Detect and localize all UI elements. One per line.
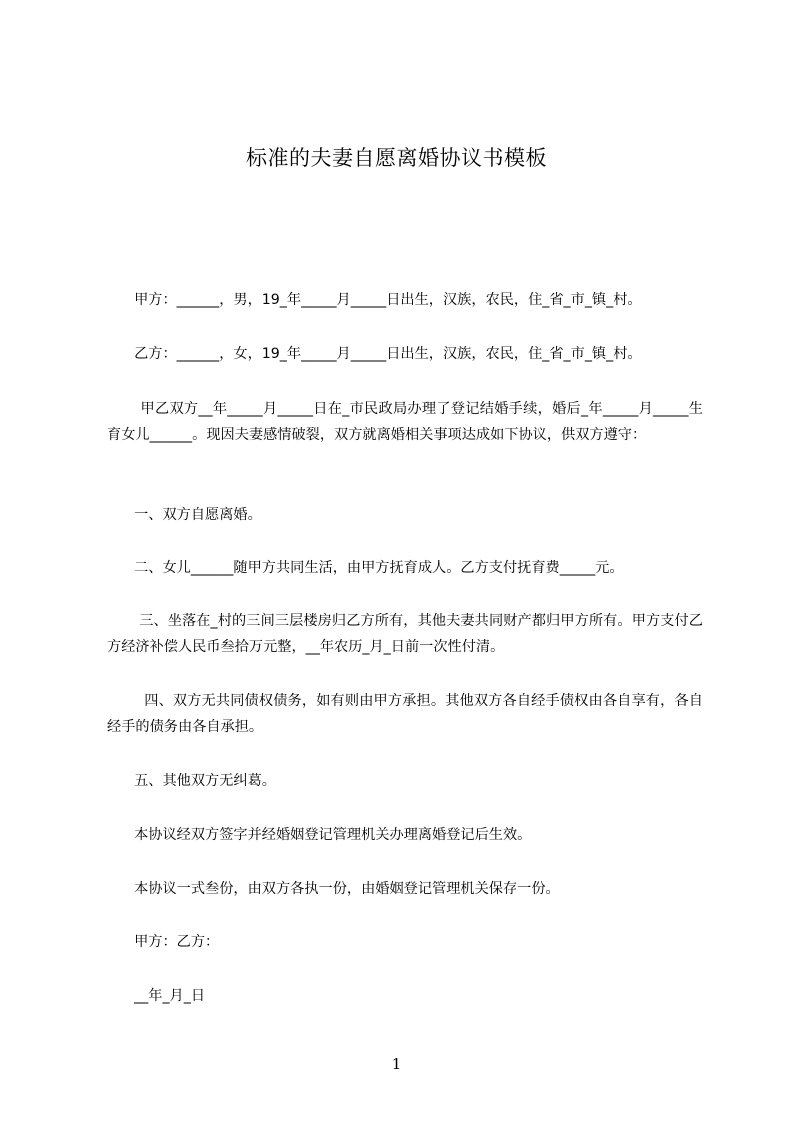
copies-clause: 本协议一式叁份，由双方各执一份，由婚姻登记管理机关保存一份。 — [107, 881, 560, 897]
clause-2: 二、女儿______随甲方共同生活，由甲方抚育成人。乙方支付抚育费_____元。 — [107, 560, 624, 576]
clause-5: 五、其他双方无纠葛。 — [107, 773, 276, 789]
clause-1: 一、双方自愿离婚。 — [107, 507, 262, 523]
date-line: __年_月_日 — [107, 988, 206, 1004]
marriage-background: 甲乙双方__年_____月_____日在_市民政局办理了登记结婚手续，婚后_年_____月_____生育女儿______。现因夫妻感情破裂，双方就离婚相关事项达成如下协议，供双方遵守： — [107, 401, 703, 443]
party-b-info: 乙方：______，女，19_年_____月_____日出生，汉族，农民，住_省_市_镇_村。 — [107, 346, 642, 362]
clause-3: 三、坐落在_村的三间三层楼房归乙方所有，其他夫妻共同财产都归甲方所有。甲方支付乙方经济补偿人民币叁拾万元整，__年农历_月_日前一次性付清。 — [107, 613, 703, 655]
document-title: 标准的夫妻自愿离婚协议书模板 — [246, 146, 547, 170]
clause-4: 四、双方无共同债权债务，如有则由甲方承担。其他双方各自经手债权由各自享有，各自经手的债务由各自承担。 — [107, 693, 703, 735]
signature-line: 甲方：乙方： — [107, 934, 220, 950]
party-a-info: 甲方：______，男，19_年_____月_____日出生，汉族，农民，住_省_市_镇_村。 — [107, 292, 642, 308]
effective-clause: 本协议经双方签字并经婚姻登记管理机关办理离婚登记后生效。 — [107, 827, 532, 843]
page-number: 1 — [391, 1055, 402, 1073]
